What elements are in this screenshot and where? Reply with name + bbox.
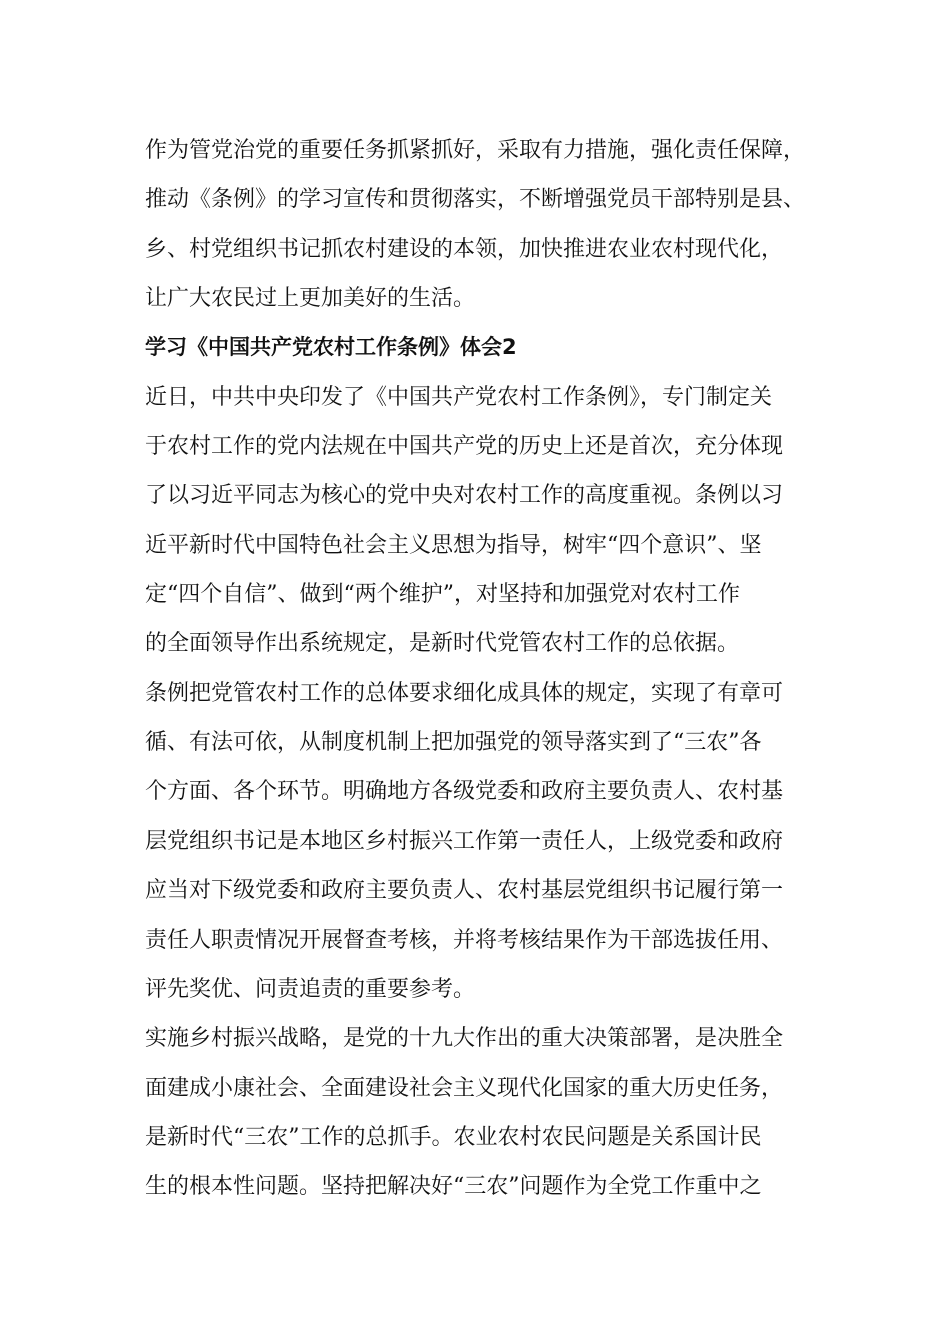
body-line: 了以习近平同志为核心的党中央对农村工作的高度重视。条例以习	[145, 483, 784, 509]
body-line: 乡、村党组织书记抓农村建设的本领，加快推进农业农村现代化，	[145, 236, 784, 262]
body-line: 让广大农民过上更加美好的生活。	[145, 286, 476, 312]
body-line: 层党组织书记是本地区乡村振兴工作第一责任人，上级党委和政府	[145, 828, 784, 854]
body-line: 评先奖优、问责追责的重要参考。	[145, 976, 476, 1002]
document-body	[145, 126, 810, 1212]
body-line: 条例把党管农村工作的总体要求细化成具体的规定，实现了有章可	[145, 680, 784, 706]
section-heading: 学习《中国共产党农村工作条例》体会2	[145, 335, 517, 360]
body-line: 实施乡村振兴战略，是党的十九大作出的重大决策部署，是决胜全	[145, 1026, 784, 1052]
body-line: 面建成小康社会、全面建设社会主义现代化国家的重大历史任务，	[145, 1075, 784, 1101]
body-line: 推动《条例》的学习宣传和贯彻落实，不断增强党员干部特别是县、	[145, 187, 806, 213]
body-line: 责任人职责情况开展督查考核，并将考核结果作为干部选拔任用、	[145, 927, 784, 953]
body-line: 生的根本性问题。坚持把解决好“三农”问题作为全党工作重中之	[145, 1174, 762, 1200]
body-line: 作为管党治党的重要任务抓紧抓好，采取有力措施，强化责任保障，	[145, 138, 806, 163]
body-line: 应当对下级党委和政府主要负责人、农村基层党组织书记履行第一	[145, 878, 784, 904]
body-line: 定“四个自信”、做到“两个维护”，对坚持和加强党对农村工作	[145, 582, 740, 608]
body-line: 的全面领导作出系统规定，是新时代党管农村工作的总依据。	[145, 631, 740, 657]
body-line: 个方面、各个环节。明确地方各级党委和政府主要负责人、农村基	[145, 779, 784, 805]
body-line: 近日，中共中央印发了《中国共产党农村工作条例》，专门制定关	[145, 384, 773, 410]
body-line: 循、有法可依，从制度机制上把加强党的领导落实到了“三农”各	[145, 730, 762, 756]
body-line: 于农村工作的党内法规在中国共产党的历史上还是首次，充分体现	[145, 434, 784, 460]
body-line: 近平新时代中国特色社会主义思想为指导，树牢“四个意识”、坚	[145, 532, 762, 558]
body-line: 是新时代“三农”工作的总抓手。农业农村农民问题是关系国计民	[145, 1124, 762, 1150]
